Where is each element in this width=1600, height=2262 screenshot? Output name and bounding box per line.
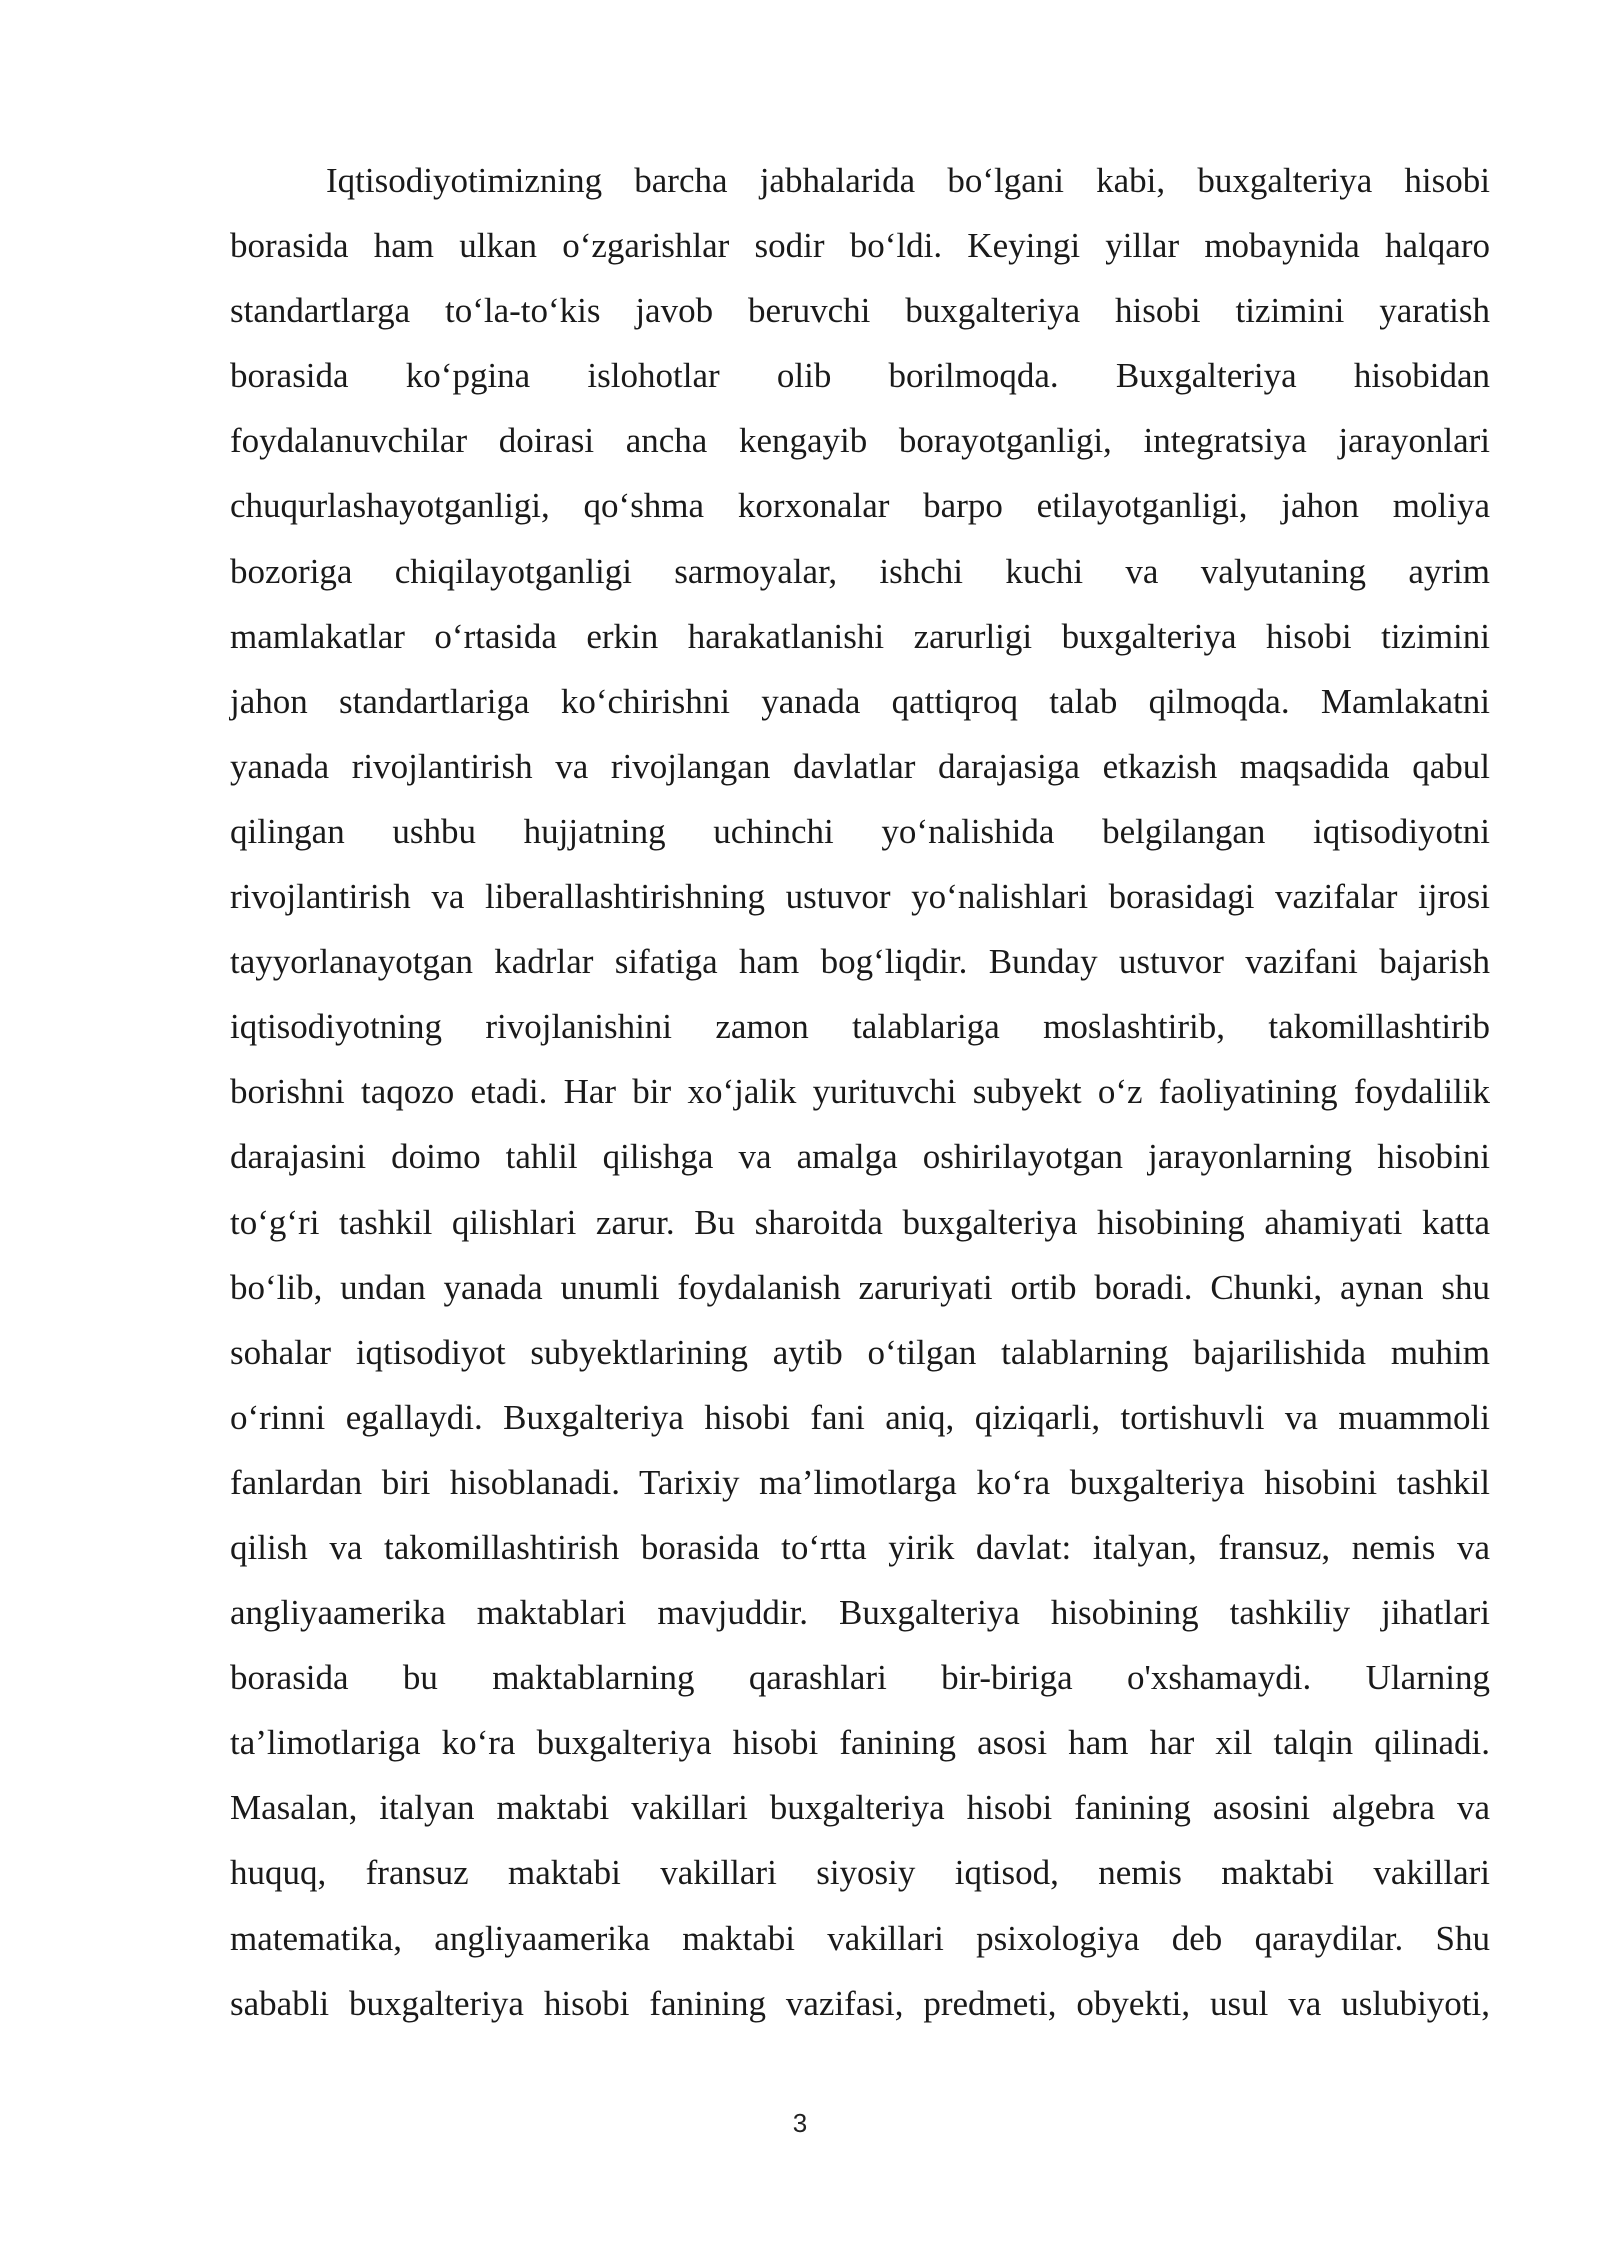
paragraph-line: bo‘lib, undan yanada unumli foydalanish zaruriyati ortib boradi. Chunki, aynan shu — [230, 1267, 1490, 1307]
paragraph-line: yanada rivojlantirish va rivojlangan davlatlar darajasiga etkazish maqsadida qabul — [230, 746, 1490, 786]
page-number: 3 — [792, 2108, 808, 2138]
paragraph-line: borasida ko‘pgina islohotlar olib borilmoqda. Buxgalteriya hisobidan — [230, 356, 1490, 396]
paragraph-line: o‘rinni egallaydi. Buxgalteriya hisobi fani aniq, qiziqarli, tortishuvli va muammoli — [230, 1397, 1490, 1437]
paragraph-line: darajasini doimo tahlil qilishga va amalga oshirilayotgan jarayonlarning hisobini — [230, 1137, 1490, 1177]
paragraph-line: sohalar iqtisodiyot subyektlarining aytib o‘tilgan talablarning bajarilishida muhim — [230, 1332, 1490, 1372]
paragraph-line: tayyorlanayotgan kadrlar sifatiga ham bog‘liqdir. Bunday ustuvor vazifani bajarish — [230, 942, 1490, 982]
paragraph-line: fanlardan biri hisoblanadi. Tarixiy ma’limotlarga ko‘ra buxgalteriya hisobini tashkil — [230, 1462, 1490, 1502]
paragraph-line: huquq, fransuz maktabi vakillari siyosiy iqtisod, nemis maktabi vakillari — [230, 1853, 1490, 1893]
paragraph-line: standartlarga to‘la-to‘kis javob beruvchi buxgalteriya hisobi tizimini yaratish — [230, 291, 1490, 331]
paragraph-line: Masalan, italyan maktabi vakillari buxgalteriya hisobi fanining asosini algebra va — [230, 1788, 1490, 1828]
paragraph-line: borasida bu maktablarning qarashlari bir-biriga o'xshamaydi. Ularning — [230, 1658, 1490, 1698]
paragraph-line: qilish va takomillashtirish borasida to‘rtta yirik davlat: italyan, fransuz, nemis va — [230, 1527, 1490, 1567]
paragraph-line: qilingan ushbu hujjatning uchinchi yo‘nalishida belgilangan iqtisodiyotni — [230, 811, 1490, 851]
paragraph-line: iqtisodiyotning rivojlanishini zamon talablariga moslashtirib, takomillashtirib — [230, 1007, 1490, 1047]
paragraph-line: borishni taqozo etadi. Har bir xo‘jalik yurituvchi subyekt o‘z faoliyatining foydalilik — [230, 1072, 1490, 1112]
paragraph-line: bozoriga chiqilayotganligi sarmoyalar, ishchi kuchi va valyutaning ayrim — [230, 551, 1490, 591]
paragraph-line: foydalanuvchilar doirasi ancha kengayib borayotganligi, integratsiya jarayonlari — [230, 421, 1490, 461]
paragraph-line: ta’limotlariga ko‘ra buxgalteriya hisobi fanining asosi ham har xil talqin qilinadi. — [230, 1723, 1490, 1763]
paragraph-line: Iqtisodiyotimizning barcha jabhalarida bo‘lgani kabi, buxgalteriya hisobi — [326, 161, 1490, 200]
paragraph-line: jahon standartlariga ko‘chirishni yanada qattiqroq talab qilmoqda. Mamlakatni — [230, 681, 1490, 721]
paragraph-line: mamlakatlar o‘rtasida erkin harakatlanishi zarurligi buxgalteriya hisobi tizimini — [230, 616, 1490, 656]
paragraph-line: borasida ham ulkan o‘zgarishlar sodir bo‘ldi. Keyingi yillar mobaynida halqaro — [230, 226, 1490, 266]
paragraph-line: matematika, angliyaamerika maktabi vakillari psixologiya deb qaraydilar. Shu — [230, 1918, 1490, 1958]
paragraph-line: angliyaamerika maktablari mavjuddir. Buxgalteriya hisobining tashkiliy jihatlari — [230, 1593, 1490, 1633]
paragraph-line: chuqurlashayotganligi, qo‘shma korxonalar barpo etilayotganligi, jahon moliya — [230, 486, 1490, 526]
body-paragraph — [230, 148, 1490, 2036]
paragraph-line: rivojlantirish va liberallashtirishning ustuvor yo‘nalishlari borasidagi vazifalar ijrosi — [230, 877, 1490, 917]
paragraph-line: sababli buxgalteriya hisobi fanining vazifasi, predmeti, obyekti, usul va uslubiyoti, — [230, 1983, 1490, 2023]
paragraph-line: to‘g‘ri tashkil qilishlari zarur. Bu sharoitda buxgalteriya hisobining ahamiyati katta — [230, 1202, 1490, 1242]
